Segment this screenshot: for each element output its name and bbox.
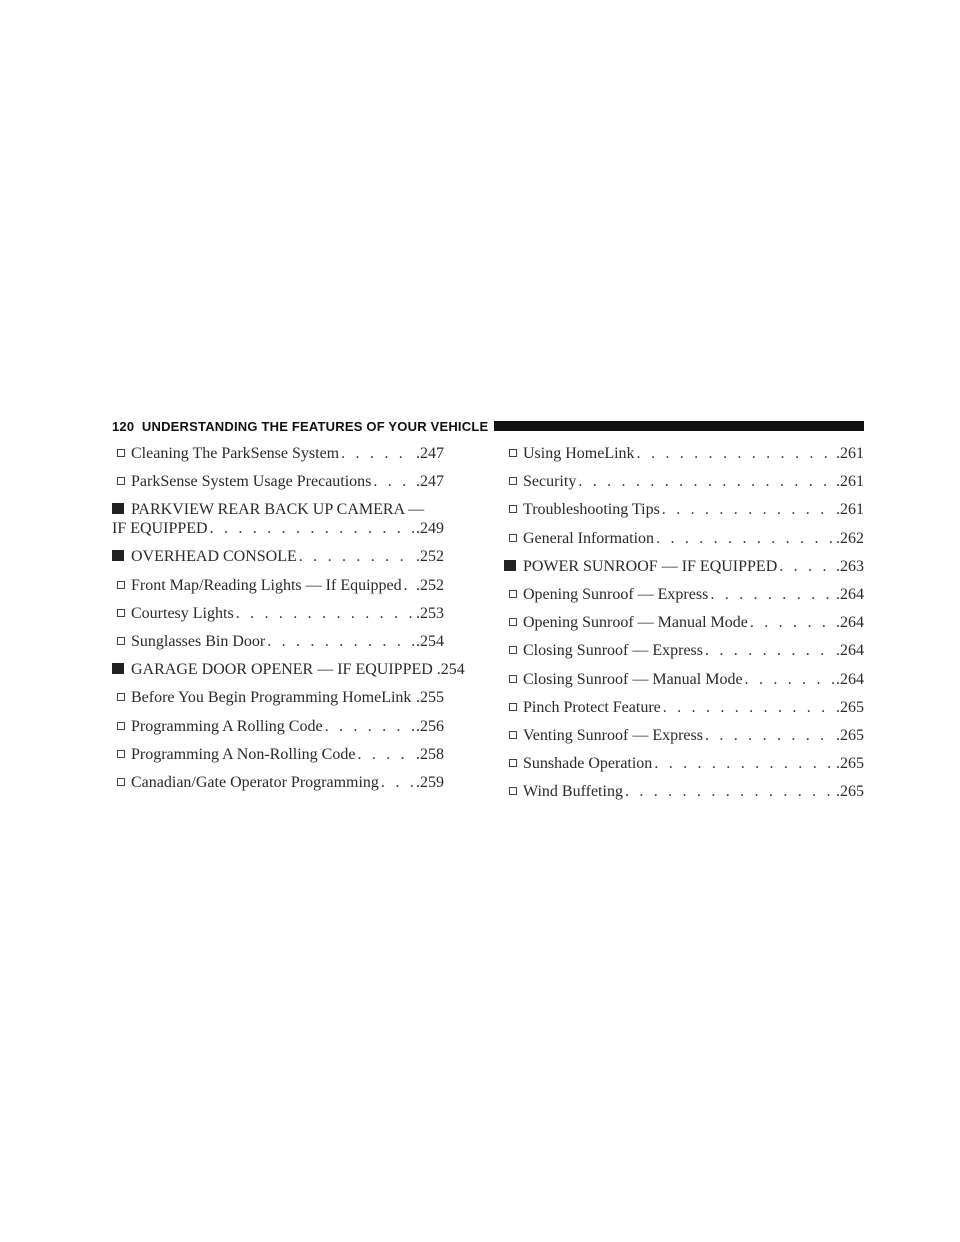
solid-square-bullet-icon	[504, 560, 516, 571]
dot-leader	[210, 519, 414, 538]
toc-subentry[interactable]	[112, 472, 444, 500]
toc-section-entry[interactable]	[112, 547, 444, 575]
dot-leader	[325, 717, 414, 736]
toc-entry-title: Canadian/Gate Operator Programming	[131, 773, 379, 791]
toc-entry-title: Sunglasses Bin Door	[131, 632, 266, 650]
hollow-square-bullet-icon	[117, 693, 125, 701]
toc-entry-title: Programming A Non-Rolling Code	[131, 745, 356, 763]
toc-subentry[interactable]	[504, 782, 864, 810]
toc-page-number: .252	[416, 548, 444, 566]
toc-page-number: .265	[836, 755, 864, 773]
header-rule	[494, 421, 864, 431]
toc-page-number: .261	[836, 473, 864, 491]
toc-entry-title: Security	[523, 473, 577, 491]
toc-entry-title: Front Map/Reading Lights — If Equipped	[131, 576, 402, 594]
toc-page-number: .264	[836, 585, 864, 603]
dot-leader	[750, 613, 834, 632]
page-number: 120	[112, 418, 135, 434]
toc-section-title-line2: IF EQUIPPED	[112, 520, 208, 538]
toc-page-number: .256	[416, 717, 444, 735]
toc-subentry[interactable]	[112, 576, 444, 604]
toc-section-entry[interactable]	[504, 557, 864, 585]
toc-entry-title: Cleaning The ParkSense System	[131, 445, 340, 462]
toc-entry-title: Opening Sunroof — Express	[523, 585, 709, 603]
toc-page-number: .264	[836, 642, 864, 660]
dot-leader	[779, 557, 834, 576]
toc-right-column	[504, 444, 864, 810]
hollow-square-bullet-icon	[509, 731, 517, 739]
toc-page-number: .255	[416, 689, 444, 707]
toc-subentry[interactable]	[504, 472, 864, 500]
toc-subentry[interactable]	[112, 444, 444, 472]
toc-page-number: .249	[416, 520, 444, 538]
dot-leader	[299, 547, 414, 566]
toc-page-number: .259	[416, 773, 444, 791]
toc-entry-title: General Information	[523, 529, 655, 547]
solid-square-bullet-icon	[112, 663, 124, 674]
dot-leader	[705, 641, 834, 660]
toc-page-number: .265	[836, 783, 864, 801]
toc-page-number: .254	[436, 661, 465, 679]
toc-subentry[interactable]	[504, 698, 864, 726]
dot-leader	[341, 444, 414, 463]
hollow-square-bullet-icon	[117, 581, 125, 589]
toc-subentry[interactable]	[504, 613, 864, 641]
hollow-square-bullet-icon	[117, 609, 125, 617]
dot-leader	[654, 754, 834, 773]
dot-leader	[705, 726, 834, 745]
hollow-square-bullet-icon	[509, 646, 517, 654]
dot-leader	[662, 500, 834, 519]
hollow-square-bullet-icon	[509, 449, 517, 457]
toc-page-number: .264	[836, 670, 864, 688]
toc-entry-title: Sunshade Operation	[523, 755, 653, 773]
toc-entry-title: Venting Sunroof — Express	[523, 726, 703, 744]
toc-entry-title: Using HomeLink	[523, 445, 635, 462]
hollow-square-bullet-icon	[117, 637, 125, 645]
dot-leader	[745, 670, 834, 689]
dot-leader	[381, 773, 414, 792]
solid-square-bullet-icon	[112, 503, 124, 514]
hollow-square-bullet-icon	[117, 750, 125, 758]
toc-entry-title: Closing Sunroof — Manual Mode	[523, 670, 743, 688]
toc-subentry[interactable]	[504, 670, 864, 698]
toc-section-title: POWER SUNROOF — IF EQUIPPED	[523, 557, 778, 575]
toc-subentry[interactable]	[112, 632, 444, 660]
toc-entry-title: Closing Sunroof — Express	[523, 642, 703, 660]
dot-leader	[373, 472, 414, 491]
hollow-square-bullet-icon	[509, 703, 517, 711]
toc-page-number: .252	[416, 576, 444, 594]
hollow-square-bullet-icon	[509, 534, 517, 542]
toc-page-number: .261	[836, 501, 864, 519]
section-title: UNDERSTANDING THE FEATURES OF YOUR VEHICLE	[141, 418, 489, 434]
page-header	[112, 418, 864, 434]
dot-leader	[413, 688, 414, 707]
toc-entry-title: Before You Begin Programming HomeLink	[131, 689, 412, 707]
toc-section-entry[interactable]	[112, 500, 444, 538]
toc-page-number: .265	[836, 726, 864, 744]
toc-section-title-line1: PARKVIEW REAR BACK UP CAMERA —	[131, 501, 425, 519]
hollow-square-bullet-icon	[117, 449, 125, 457]
toc-section-entry[interactable]	[112, 660, 465, 688]
hollow-square-bullet-icon	[509, 759, 517, 767]
toc-subentry[interactable]	[112, 604, 444, 632]
toc-subentry[interactable]	[504, 529, 864, 557]
toc-subentry[interactable]	[112, 773, 444, 801]
toc-entry-title: Opening Sunroof — Manual Mode	[523, 614, 748, 632]
toc-page-number: .254	[416, 632, 444, 650]
hollow-square-bullet-icon	[117, 722, 125, 730]
toc-page-number: .247	[416, 445, 444, 462]
hollow-square-bullet-icon	[117, 778, 125, 786]
toc-page-number: .263	[836, 557, 864, 575]
toc-subentry[interactable]	[504, 500, 864, 528]
hollow-square-bullet-icon	[509, 618, 517, 626]
hollow-square-bullet-icon	[509, 590, 517, 598]
dot-leader	[656, 529, 834, 548]
toc-entry-title: Programming A Rolling Code	[131, 717, 323, 735]
dot-leader	[710, 585, 834, 604]
dot-leader	[267, 632, 414, 651]
toc-subentry[interactable]	[112, 688, 444, 716]
dot-leader	[578, 472, 834, 491]
dot-leader	[637, 444, 834, 463]
dot-leader	[663, 698, 834, 717]
hollow-square-bullet-icon	[509, 787, 517, 795]
solid-square-bullet-icon	[112, 550, 124, 561]
dot-leader	[236, 604, 414, 623]
toc-entry-title: Courtesy Lights	[131, 604, 234, 622]
toc-page-number: .262	[836, 529, 864, 547]
hollow-square-bullet-icon	[117, 477, 125, 485]
toc-subentry[interactable]	[504, 726, 864, 754]
toc-page-number: .265	[836, 698, 864, 716]
dot-leader	[625, 782, 834, 801]
toc-subentry[interactable]	[504, 754, 864, 782]
toc-left-column	[112, 444, 465, 801]
toc-entry-title: Wind Buffeting	[523, 783, 623, 801]
dot-leader	[404, 576, 414, 595]
toc-subentry[interactable]	[112, 717, 444, 745]
hollow-square-bullet-icon	[509, 477, 517, 485]
toc-page-number: .258	[416, 745, 444, 763]
toc-entry-title: ParkSense System Usage Precautions	[131, 473, 372, 491]
toc-page-number: .253	[416, 604, 444, 622]
toc-page-number: .264	[836, 614, 864, 632]
hollow-square-bullet-icon	[509, 505, 517, 513]
hollow-square-bullet-icon	[509, 675, 517, 683]
toc-entry-title: Troubleshooting Tips	[523, 501, 660, 519]
toc-subentry[interactable]	[504, 585, 864, 613]
toc-page-number: .261	[836, 445, 864, 462]
toc-subentry[interactable]	[112, 745, 444, 773]
header-text	[112, 419, 494, 434]
toc-section-title: OVERHEAD CONSOLE	[131, 548, 297, 566]
toc-page-number: .247	[416, 473, 444, 491]
toc-subentry[interactable]	[504, 641, 864, 669]
toc-subentry[interactable]	[504, 444, 864, 472]
toc-entry-title: Pinch Protect Feature	[523, 698, 661, 716]
toc-section-title: GARAGE DOOR OPENER — IF EQUIPPED	[131, 661, 433, 679]
dot-leader	[357, 745, 414, 764]
